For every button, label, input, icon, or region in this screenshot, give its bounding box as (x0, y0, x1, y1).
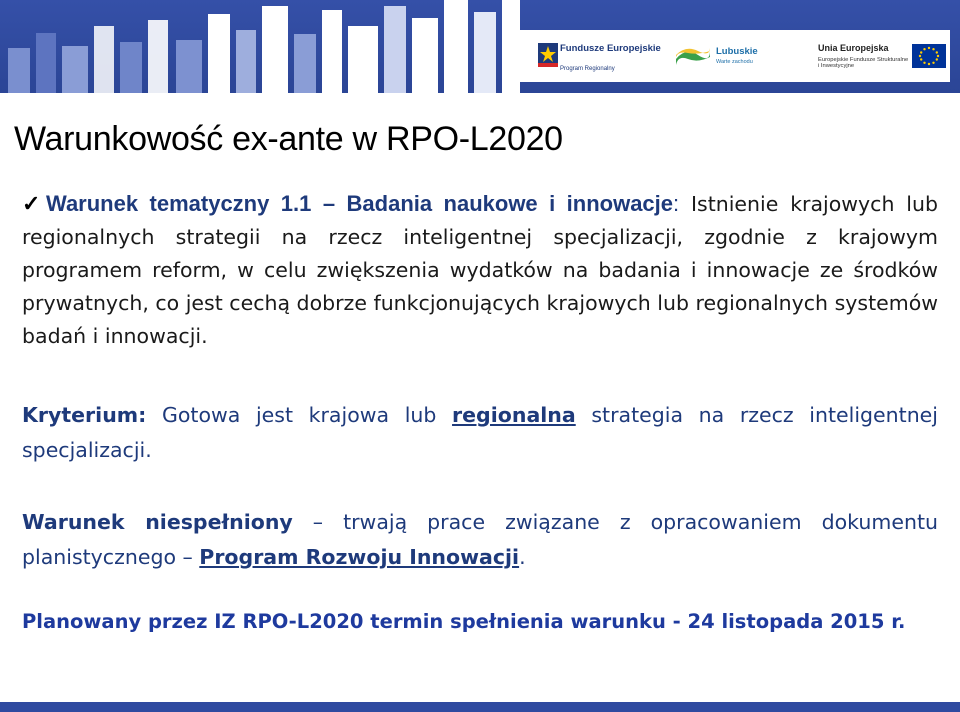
criterion-underlined: regionalna (452, 403, 576, 427)
criterion-text-after: strategia na rzecz inteligentnej specjalizacji. (22, 403, 938, 462)
logos-strip (518, 30, 950, 82)
logo-subtitle: Warte zachodu (716, 59, 753, 65)
fundusze-europejskie-star-icon (538, 43, 558, 67)
condition-topic: Badania naukowe i innowacje (346, 191, 674, 216)
footer-bar (0, 702, 960, 712)
logo-lubuskie (674, 30, 794, 82)
decorative-blocks (0, 0, 520, 93)
condition-label: Warunek tematyczny 1.1 (46, 191, 312, 216)
slide-title: Warunkowość ex-ante w RPO-L2020 (14, 120, 563, 158)
criterion-label: Kryterium: (22, 403, 147, 427)
logo-subtitle: Europejskie Fundusze Strukturalne i Inwestycyjne (818, 57, 909, 70)
condition-dash: – (311, 191, 347, 216)
criterion-text-before: Gotowa jest krajowa lub (146, 403, 453, 427)
status-document: Program Rozwoju Innowacji (199, 545, 520, 569)
header-banner (0, 0, 960, 93)
status-paragraph (22, 505, 938, 575)
condition-colon: : (673, 191, 680, 216)
criterion-paragraph (22, 398, 938, 468)
condition-paragraph (22, 187, 938, 353)
status-text: – trwają prace związane z opracowaniem dokumentu planistycznego – (22, 510, 938, 569)
status-end: . (519, 545, 526, 569)
deadline-paragraph: Planowany przez IZ RPO-L2020 termin spełnienia warunku - 24 listopada 2015 r. (22, 610, 906, 633)
logo-title: Lubuskie (716, 46, 758, 57)
status-label: Warunek niespełniony (22, 510, 293, 534)
logo-subtitle: Program Regionalny (560, 66, 615, 72)
eu-flag-icon (912, 44, 946, 68)
condition-text: Istnienie krajowych lub regionalnych strategii na rzecz inteligentnej specjalizacji, zgodnie z krajowym programem reform, w celu zwiększenia wydatków na badania i innowacje ze środków prywatnych, co jest cechą dobrze funkcjonujących krajowych lub regionalnych systemów badań i innowacji. (22, 192, 938, 348)
lubuskie-flag-icon (674, 45, 712, 67)
logo-title: Unia Europejska (818, 43, 889, 53)
logo-title: Fundusze Europejskie (560, 43, 661, 54)
logo-fundusze-europejskie (536, 30, 661, 82)
checkmark-icon: ✓ (22, 191, 41, 216)
logo-unia-europejska (818, 30, 946, 82)
